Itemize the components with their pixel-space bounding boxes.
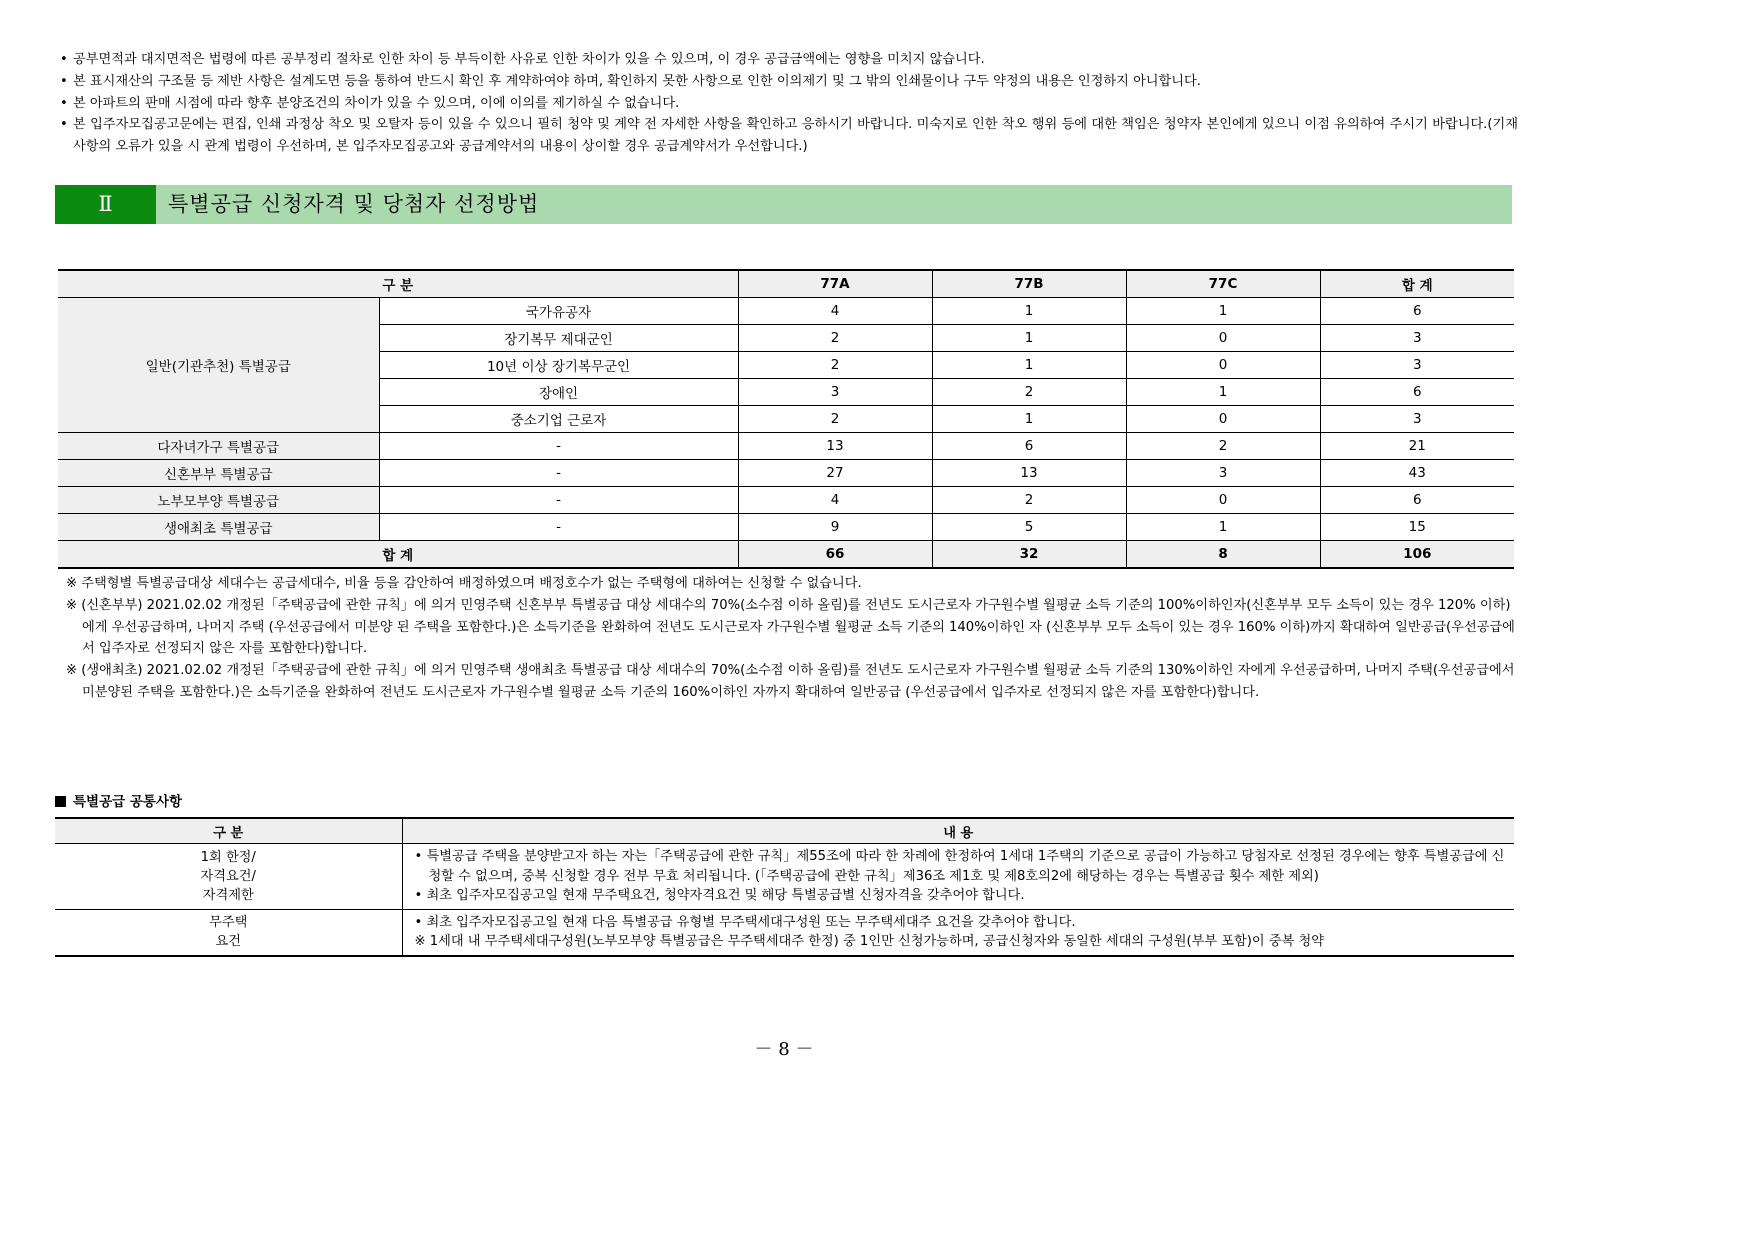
total-label: 합 계 (58, 541, 738, 569)
cell-77b: 1 (932, 298, 1126, 325)
row-label: 1회 한정/ 자격요건/ 자격제한 (55, 844, 402, 910)
row-label: 생애최초 특별공급 (58, 514, 379, 541)
cell-77a: 2 (738, 352, 932, 379)
square-bullet-icon (55, 796, 66, 807)
cell-77a: 27 (738, 460, 932, 487)
general-supply-label: 일반(기관추천) 특별공급 (58, 298, 379, 433)
row-label: 신혼부부 특별공급 (58, 460, 379, 487)
common-heading-text: 특별공급 공통사항 (73, 794, 183, 810)
sub-category: - (379, 514, 738, 541)
total-77b: 32 (932, 541, 1126, 569)
total-77c: 8 (1126, 541, 1320, 569)
cell-77a: 2 (738, 406, 932, 433)
cell-77c: 2 (1126, 433, 1320, 460)
cell-77a: 4 (738, 298, 932, 325)
row-label: 노부모부양 특별공급 (58, 487, 379, 514)
cell-77b: 2 (932, 487, 1126, 514)
sub-category: 장애인 (379, 379, 738, 406)
header-category: 구 분 (55, 818, 402, 844)
cell-total: 3 (1320, 406, 1514, 433)
header-77c: 77C (1126, 270, 1320, 298)
cell-77a: 4 (738, 487, 932, 514)
cell-77b: 1 (932, 406, 1126, 433)
cell-77c: 0 (1126, 325, 1320, 352)
cell-total: 21 (1320, 433, 1514, 460)
content-line: • 특별공급 주택을 분양받고자 하는 자는「주택공급에 관한 규칙」제55조에 따라 한 차례에 한정하여 1세대 1주택의 기준으로 공급이 가능하고 당첨자로 선정된 경우에는 향후 특별공급에 신청할 수 없으며, 중복 신청할 경우 전부 무효 처리됩니다. (「주택공급에 관한 규칙」제36조 제1호 및 제8호의2에 해당하는 경우는 특별공급 횟수 제한 제외) (414, 849, 1505, 884)
content-line: • 최초 입주자모집공고일 현재 무주택요건, 청약자격요건 및 해당 특별공급별 신청자격을 갖추어야 합니다. (414, 888, 1025, 903)
table-row (55, 844, 1514, 910)
cell-total: 3 (1320, 352, 1514, 379)
cell-77a: 9 (738, 514, 932, 541)
footnotes (66, 573, 1516, 704)
cell-77c: 3 (1126, 460, 1320, 487)
cell-77b: 2 (932, 379, 1126, 406)
total-row (58, 541, 1514, 569)
row-content (402, 844, 1514, 910)
cell-77c: 1 (1126, 514, 1320, 541)
table-row (58, 433, 1514, 460)
row-label: 무주택 요건 (55, 909, 402, 956)
table-row (58, 460, 1514, 487)
section-title: 특별공급 신청자격 및 당첨자 선정방법 (168, 192, 540, 216)
notice-item: • 본 입주자모집공고문에는 편집, 인쇄 과정상 착오 및 오탈자 등이 있을 수 있으니 필히 청약 및 계약 전 자세한 사항을 확인하고 응하시기 바랍니다. 미숙지로 인한 착오 행위 등에 대한 책임은 청약자 본인에게 있으니 이점 유의하여 주시기 바랍니다.(기재사항의 오류가 있을 시 관계 법령이 우선하며, 본 입주자모집공고와 공급계약서의 내용이 상이할 경우 공급계약서가 우선합니다.) (58, 114, 1518, 158)
sub-category: - (379, 487, 738, 514)
header-category: 구 분 (58, 270, 738, 298)
notice-item: • 본 아파트의 판매 시점에 따라 향후 분양조건의 차이가 있을 수 있으며, 이에 이의를 제기하실 수 없습니다. (58, 93, 1518, 115)
row-content (402, 909, 1514, 956)
total-sum: 106 (1320, 541, 1514, 569)
footnote: ※ (신혼부부) 2021.02.02 개정된「주택공급에 관한 규칙」에 의거 민영주택 신혼부부 특별공급 대상 세대수의 70%(소수점 이하 올림)를 전년도 도시근로자 가구원수별 월평균 소득 기준의 100%이하인자(신혼부부 모두 소득이 있는 경우 120% 이하)에게 우선공급하며, 나머지 주택 (우선공급에서 미분양 된 주택을 포함한다.)은 소득기준을 완화하여 전년도 도시근로자 가구원수별 월평균 소득 기준의 140%이하인 자 (신혼부부 모두 소득이 있는 경우 160% 이하)까지 확대하여 일반공급(우선공급에서 입주자로 선정되지 않은 자를 포함한다)합니다. (66, 597, 1515, 657)
row-label: 다자녀가구 특별공급 (58, 433, 379, 460)
section-header (55, 185, 1512, 224)
header-77a: 77A (738, 270, 932, 298)
cell-77a: 2 (738, 325, 932, 352)
header-total: 합 계 (1320, 270, 1514, 298)
sub-category: 장기복무 제대군인 (379, 325, 738, 352)
sub-category: - (379, 460, 738, 487)
notice-item: • 본 표시재산의 구조물 등 제반 사항은 설계도면 등을 통하여 반드시 확인 후 계약하여야 하며, 확인하지 못한 사항으로 인한 이의제기 및 그 밖의 인쇄물이나 구두 약정의 내용은 인정하지 아니합니다. (58, 71, 1518, 93)
cell-77a: 3 (738, 379, 932, 406)
cell-77c: 1 (1126, 298, 1320, 325)
cell-total: 6 (1320, 298, 1514, 325)
cell-77b: 13 (932, 460, 1126, 487)
cell-77c: 1 (1126, 379, 1320, 406)
common-section-heading (55, 790, 182, 810)
section-number: Ⅱ (55, 185, 156, 224)
page-number: － 8 － (754, 1039, 814, 1060)
cell-77a: 13 (738, 433, 932, 460)
cell-77b: 5 (932, 514, 1126, 541)
header-77b: 77B (932, 270, 1126, 298)
notice-list (58, 49, 1518, 158)
footnote: ※ 주택형별 특별공급대상 세대수는 공급세대수, 비율 등을 감안하여 배정하였으며 배정호수가 없는 주택형에 대하여는 신청할 수 없습니다. (66, 576, 862, 591)
sub-category: 국가유공자 (379, 298, 738, 325)
sub-category: - (379, 433, 738, 460)
special-supply-table (58, 269, 1514, 569)
cell-total: 15 (1320, 514, 1514, 541)
content-line: ※ 1세대 내 무주택세대구성원(노부모부양 특별공급은 무주택세대주 한정) 중 1인만 신청가능하며, 공급신청자와 동일한 세대의 구성원(부부 포함)이 중복 청약 (414, 934, 1324, 949)
table-row (58, 487, 1514, 514)
footnote: ※ (생애최초) 2021.02.02 개정된「주택공급에 관한 규칙」에 의거 민영주택 생애최초 특별공급 대상 세대수의 70%(소수점 이하 올림)를 전년도 도시근로자 가구원수별 월평균 소득 기준의 130%이하인 자에게 우선공급하며, 나머지 주택(우선공급에서 미분양된 주택을 포함한다.)은 소득기준을 완화하여 전년도 도시근로자 가구원수별 월평균 소득 기준의 160%이하인 자까지 확대하여 일반공급 (우선공급에서 입주자로 선정되지 않은 자를 포함한다)합니다. (66, 663, 1515, 700)
common-requirements-table (55, 817, 1514, 957)
cell-77b: 6 (932, 433, 1126, 460)
sub-category: 10년 이상 장기복무군인 (379, 352, 738, 379)
cell-total: 6 (1320, 487, 1514, 514)
cell-total: 43 (1320, 460, 1514, 487)
table-row (55, 909, 1514, 956)
cell-77b: 1 (932, 325, 1126, 352)
content-line: • 최초 입주자모집공고일 현재 다음 특별공급 유형별 무주택세대구성원 또는 무주택세대주 요건을 갖추어야 합니다. (414, 914, 1076, 930)
table-row (58, 298, 1514, 325)
cell-77b: 1 (932, 352, 1126, 379)
cell-total: 3 (1320, 325, 1514, 352)
notice-item: • 공부면적과 대지면적은 법령에 따른 공부정리 절차로 인한 차이 등 부득이한 사유로 인한 차이가 있을 수 있으며, 이 경우 공급금액에는 영향을 미치지 않습니다. (58, 49, 1518, 71)
total-77a: 66 (738, 541, 932, 569)
sub-category: 중소기업 근로자 (379, 406, 738, 433)
cell-77c: 0 (1126, 352, 1320, 379)
cell-total: 6 (1320, 379, 1514, 406)
cell-77c: 0 (1126, 487, 1320, 514)
header-content: 내 용 (402, 818, 1514, 844)
table-row (58, 514, 1514, 541)
cell-77c: 0 (1126, 406, 1320, 433)
